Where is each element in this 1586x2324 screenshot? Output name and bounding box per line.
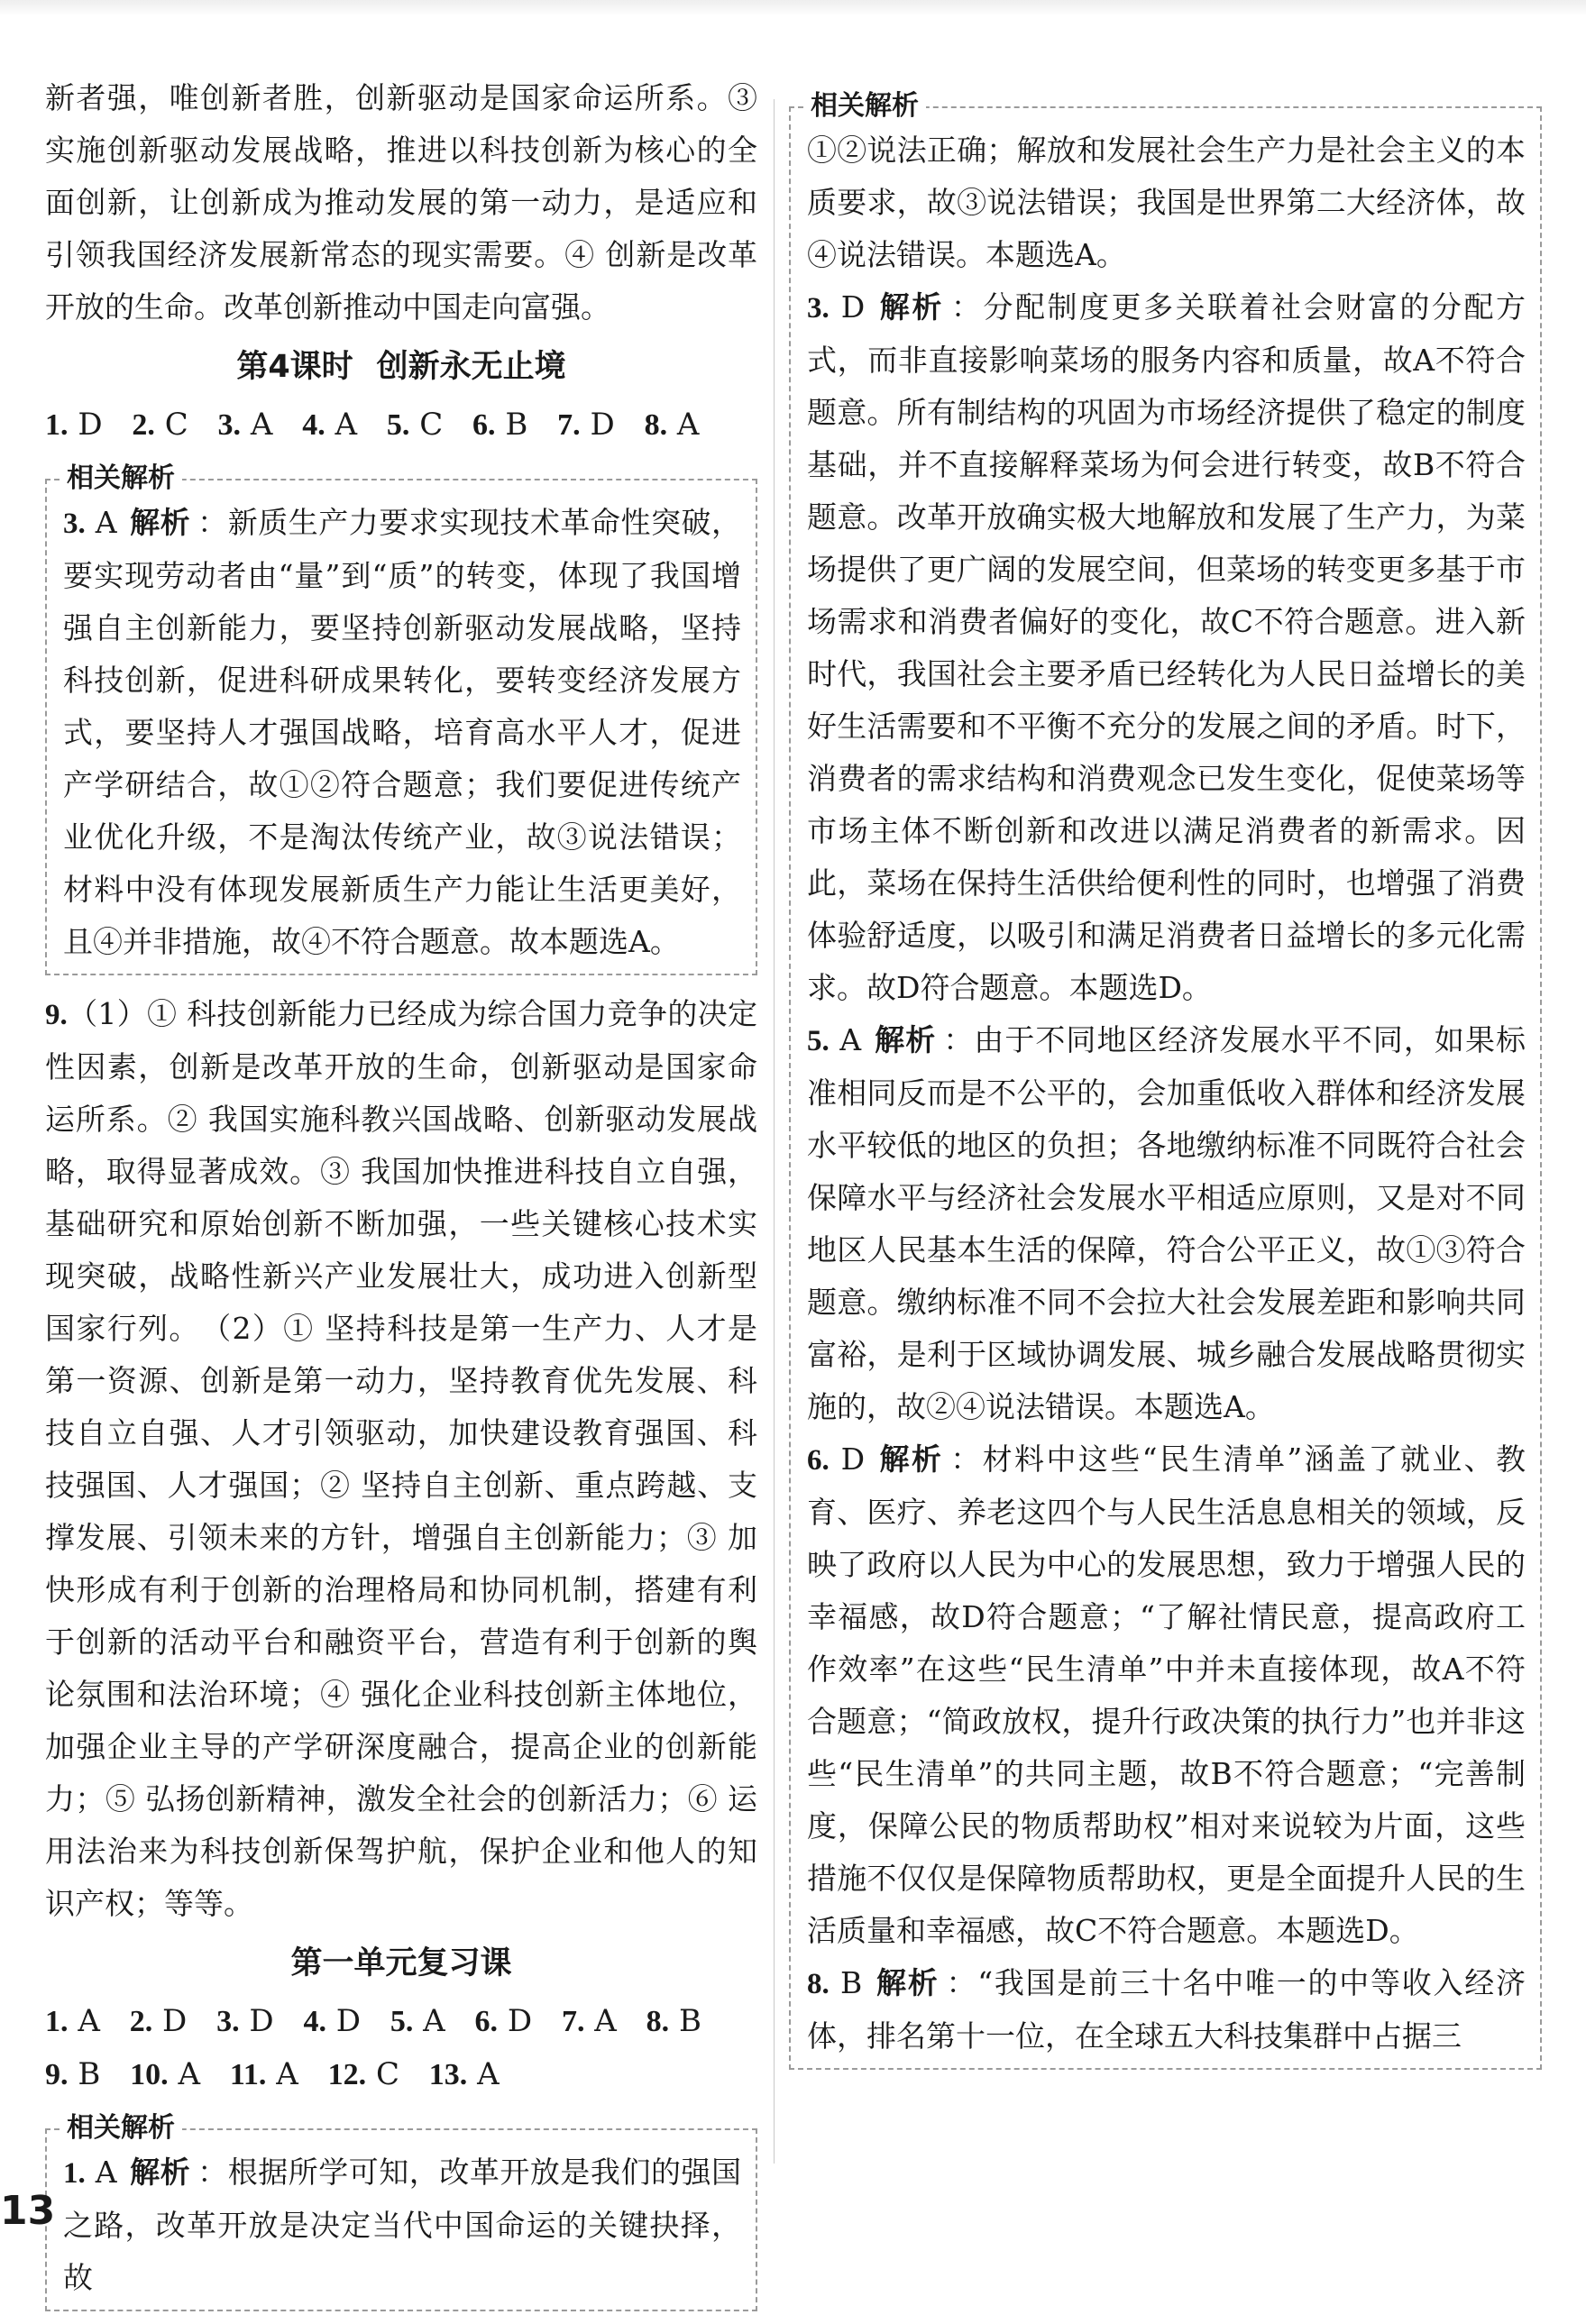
review-title: 第一单元复习课 [290,1945,512,1981]
answer-item: 12. C [327,2056,399,2092]
review-answer-row-2 [45,2048,757,2101]
question-9-answer: 9.（1）① 科技创新能力已经成为综合国力竞争的决定性因素，创新是改革开放的生命，创新驱动是国家命运所系。② 我国实施科教兴国战略、创新驱动发展战略，取得显著成效。③ 我国加快推进科技自立自强，基础研究和原始创新不断加强，一些关键核心技术实现突破，战略性新兴产业发展壮大，成功进入创新型国家行列。 （2）① 坚持科技是第一生产力、人才是第一资源、创新是第一动力，坚持教育优先发展、科技自立自强、人才引领驱动，加快建设教育强国、科技强国、人才强国；② 坚持自主创新、重点跨越、支撑发展、引领未来的方针，增强自主创新能力；③ 加快形成有利于创新的治理格局和协同机制，搭建有利于创新的活动平台和融资平台，营造有利于创新的舆论氛围和法治环境；④ 强化企业科技创新主体地位，加强企业主导的产学研深度融合，提高企业的创新能力；⑤ 弘扬创新精神，激发全社会的创新活力；⑥ 运用法治来为科技创新保驾护航，保护企业和他人的知识产权；等等。 [45,996,757,1921]
answer-item: 8. A [644,407,700,443]
analysis-box-review [45,2112,757,2311]
answer-item: 1. A [45,2003,100,2039]
answer-item: 11. A [229,2056,298,2092]
intro-paragraph: 新者强，唯创新者胜，创新驱动是国家命运所系。③ 实施创新驱动发展战略，推进以科技创新为核心的全面创新，让创新成为推动发展的第一动力，是适应和引领我国经济发展新常态的现实需要。④ 创新是改革开放的生命。改革创新推动中国走向富强。 [45,80,757,325]
lesson-title [45,341,757,393]
analysis-item-3: 3. A 解析 ：新质生产力要求实现技术革命性突破，要实现劳动者由“量”到“质”的转变，体现了我国增强自主创新能力，要坚持创新驱动发展战略，坚持科技创新，促进科研成果转化，要转变经济发展方式，要坚持人才强国战略，培育高水平人才，促进产学研结合，故①②符合题意；我们要促进传统产业优化升级，不是淘汰传统产业，故③说法错误；材料中没有体现发展新质生产力能让生活更美好，且④并非措施，故④不符合题意。故本题选A。 [63,505,742,959]
answer-item: 13. A [428,2056,500,2092]
answer-item: 3. A [217,407,273,443]
column-divider [774,99,775,2164]
page-top-band [0,0,1586,16]
analysis-item-8: 8. B 解析 ：“我国是前三十名中唯一的中等收入经济体，排名第十一位，在全球五大科技集群中占据三 [807,1965,1526,2054]
left-column [45,72,757,2324]
analysis-continued-text: ①②说法正确；解放和发展社会生产力是社会主义的本质要求，故③说法错误；我国是世界第二大经济体，故④说法错误。本题选A。 [807,133,1526,272]
right-column [789,90,1542,2082]
answer-item: 3. D [216,2003,274,2039]
answer-item: 7. D [557,407,615,443]
answer-item: 8. B [646,2003,701,2039]
answer-item: 4. A [302,407,358,443]
analysis-item-1: 1. A 解析 ：根据所学可知，改革开放是我们的强国之路，改革开放是决定当代中国命运的关键抉择，故 [63,2155,742,2295]
answer-item: 1. D [45,407,103,443]
analysis-box-lesson4 [45,462,757,975]
analysis-box-label: 相关解析 [60,459,182,499]
answer-item: 6. D [474,2003,533,2039]
answer-item: 10. A [130,2056,200,2092]
lesson-answer-row [45,398,757,452]
answer-item: 6. B [472,407,528,443]
answer-item: 5. A [390,2003,445,2039]
analysis-box-label: 相关解析 [803,87,926,126]
answer-item: 2. C [132,407,188,443]
page-number: 13 [0,2188,56,2234]
lesson-title-number: 第4课时 [236,349,353,385]
review-answer-row-1 [45,1995,757,2048]
analysis-box-continued [789,90,1542,2070]
analysis-item-3: 3. D 解析 ：分配制度更多关联着社会财富的分配方式，而非直接影响菜场的服务内容和质量，故A不符合题意。所有制结构的巩固为市场经济提供了稳定的制度基础，并不直接解释菜场为何会进行转变，故B不符合题意。改革开放确实极大地解放和发展了生产力，为菜场提供了更广阔的发展空间，但菜场的转变更多基于市场需求和消费者偏好的变化，故C不符合题意。进入新时代，我国社会主要矛盾已经转化为人民日益增长的美好生活需要和不平衡不充分的发展之间的矛盾。时下，消费者的需求结构和消费观念已发生变化，促使菜场等市场主体不断创新和改进以满足消费者的新需求。因此，菜场在保持生活供给便利性的同时，也增强了消费体验舒适度，以吸引和满足消费者日益增长的多元化需求。故D符合题意。本题选D。 [807,289,1526,1005]
answer-item: 2. D [129,2003,188,2039]
lesson-title-name: 创新永无止境 [376,349,566,385]
analysis-box-label: 相关解析 [60,2109,182,2148]
analysis-item-6: 6. D 解析 ：材料中这些“民生清单”涵盖了就业、教育、医疗、养老这四个与人民生活息息相关的领域，反映了政府以人民为中心的发展思想，致力于增强人民的幸福感，故D符合题意；“了解社情民意，提高政府工作效率”在这些“民生清单”中并未直接体现，故A不符合题意；“简政放权，提升行政决策的执行力”也并非这些“民生清单”的共同主题，故B不符合题意；“完善制度，保障公民的物质帮助权”相对来说较为片面，这些措施不仅仅是保障物质帮助权，更是全面提升人民的生活质量和幸福感，故C不符合题意。本题选D。 [807,1441,1526,1948]
answer-item: 4. D [303,2003,362,2039]
answer-item: 5. C [386,407,444,443]
answer-item: 9. B [45,2056,101,2092]
answer-item: 7. A [561,2003,617,2039]
analysis-item-5: 5. A 解析 ：由于不同地区经济发展水平不同，如果标准相同反而是不公平的，会加重低收入群体和经济发展水平较低的地区的负担；各地缴纳标准不同既符合社会保障水平与经济社会发展水平相适应原则，又是对不同地区人民基本生活的保障，符合公平正义，故①③符合题意。缴纳标准不同不会拉大社会发展差距和影响共同富裕，是利于区域协调发展、城乡融合发展战略贯彻实施的，故②④说法错误。本题选A。 [807,1022,1526,1424]
